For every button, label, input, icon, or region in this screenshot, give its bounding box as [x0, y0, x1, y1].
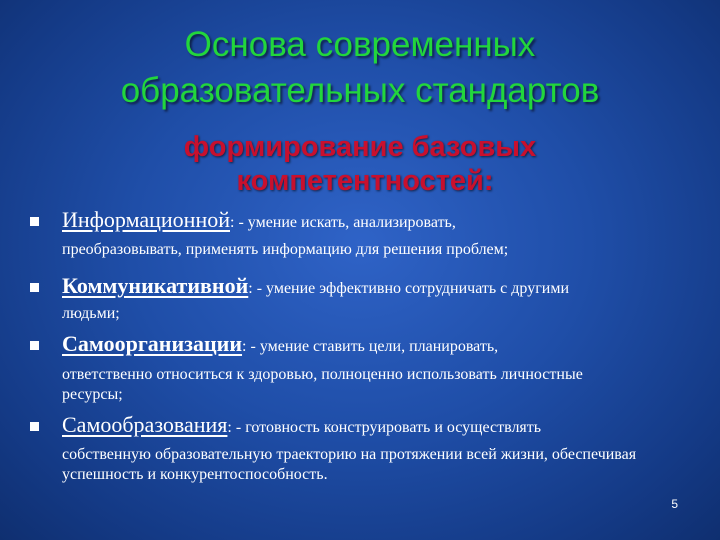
bullet-continuation: ответственно относиться к здоровью, полноценно использовать личностные ресурсы;	[62, 366, 583, 403]
bullet-separator: : -	[230, 214, 248, 231]
bullet-separator: : -	[242, 338, 260, 355]
title-line-2: образовательных стандартов	[120, 71, 600, 110]
bullet-continuation: людьми;	[62, 305, 120, 322]
bullet-term: Самообразования	[62, 412, 228, 437]
bullet-first-line	[22, 411, 662, 442]
bullet-continuation: собственную образовательную траекторию на протяжении всей жизни, обеспечивая успешность и конкурентоспособность.	[62, 446, 637, 483]
bullet-term: Самоорганизации	[62, 331, 243, 356]
square-bullet-icon	[30, 341, 39, 350]
bullet-text: умение искать, анализировать,	[247, 214, 456, 231]
title-line-1: Основа современных	[184, 25, 536, 64]
bullet-text: готовность конструировать и осуществлять	[245, 419, 542, 436]
square-bullet-icon	[30, 217, 39, 226]
bullet-item-information	[22, 206, 662, 260]
bullet-text: умение эффективно сотрудничать с другими	[266, 280, 570, 297]
page-number: 5	[671, 497, 678, 511]
subtitle-line-2: компетентностей:	[236, 165, 494, 197]
bullet-first-line	[22, 272, 662, 303]
square-bullet-icon	[30, 422, 39, 431]
bullet-first-line	[22, 206, 662, 237]
bullet-term: Коммуникативной	[62, 273, 249, 298]
bullet-first-line	[22, 330, 662, 361]
subtitle-line-1: формирование базовых	[183, 131, 537, 163]
bullet-item-communicative	[22, 272, 662, 324]
bullet-term: Информационной	[62, 207, 230, 232]
bullet-separator: : -	[248, 280, 267, 297]
slide-subtitle	[0, 130, 720, 198]
bullet-item-self-education	[22, 411, 662, 485]
bullet-text: умение ставить цели, планировать,	[259, 338, 499, 355]
bullet-separator: : -	[227, 419, 246, 436]
bullet-continuation: преобразовывать, применять информацию для решения проблем;	[62, 241, 509, 258]
bullet-item-self-organization	[22, 330, 662, 405]
slide-title	[0, 22, 720, 114]
square-bullet-icon	[30, 283, 39, 292]
